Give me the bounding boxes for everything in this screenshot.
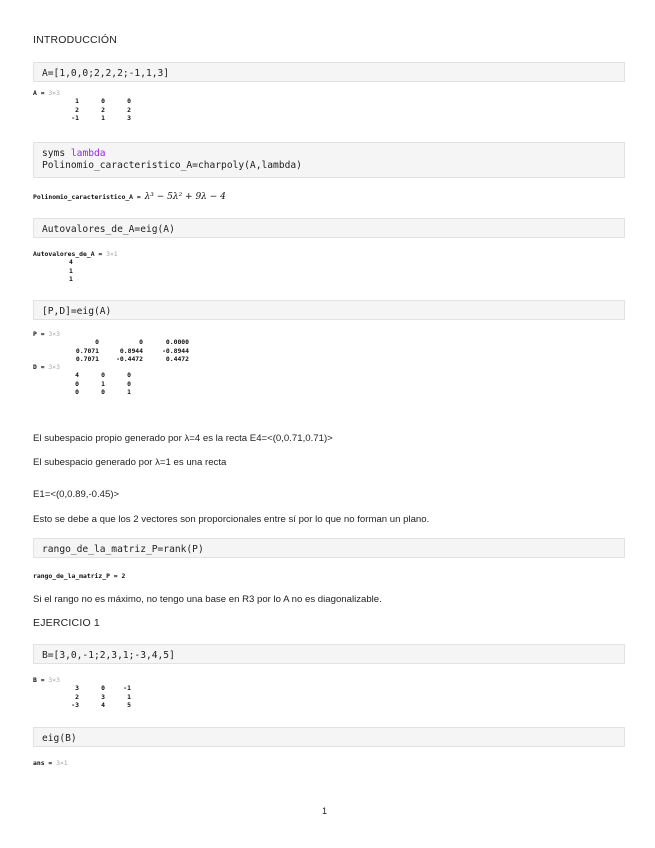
matrix-B [53,684,131,709]
matrix-cell: -0.8944 [162,346,189,355]
code-cell-define-B[interactable]: B=[3,0,-1;2,3,1;-3,4,5] [33,644,625,664]
matrix-cell: 0.4472 [165,354,189,363]
matrix-row [53,347,189,355]
matrix-row [53,388,131,396]
code-cell-charpoly[interactable]: syms lambda Polinomio_caracteristico_A=charpoly(A,lambda) [33,142,625,178]
matrix-cell: 1 [75,97,79,106]
matrix-cell: 1 [101,379,105,388]
output-P-D [33,330,189,396]
size-badge: 3×3 [48,89,60,97]
matrix-cell: 0 [101,371,105,380]
matrix-cell: 0.8944 [119,346,143,355]
size-badge: 3×3 [48,363,60,372]
matrix-cell: 3 [127,113,131,122]
matrix-cell: 2 [127,105,131,114]
matrix-cell: -1 [123,684,131,693]
eigenvalue-item: 1 [69,274,73,283]
matrix-row [53,693,131,701]
matrix-P [53,338,189,363]
matrix-cell: 0 [101,684,105,693]
output-label: P = [33,330,49,338]
matrix-row [53,97,131,105]
matrix-D [53,371,131,396]
eigenvalue-item: 4 [69,258,73,267]
output-A [33,89,131,122]
matrix-cell: 0 [75,388,79,397]
size-badge: 3×3 [48,676,60,684]
matrix-cell: 1 [101,113,105,122]
eigenvalue-item: 1 [69,266,73,275]
size-badge: 3×1 [56,759,68,767]
matrix-cell: -0.4472 [116,354,143,363]
matrix-row [53,338,189,346]
output-B [33,676,131,709]
code-cell-eigenvalues[interactable]: Autovalores_de_A=eig(A) [33,218,625,238]
matrix-row [53,355,189,363]
matrix-row [53,380,131,388]
output-charpoly [33,193,226,201]
matrix-cell: 0 [127,371,131,380]
matrix-cell: 0 [139,338,143,347]
matrix-cell: 4 [101,700,105,709]
matrix-row [53,684,131,692]
matrix-cell: 0 [127,97,131,106]
paragraph-lambda1: El subespacio generado por λ=1 es una recta [33,457,227,468]
exercise1-heading: EJERCICIO 1 [33,617,100,629]
matrix-cell: 0 [75,379,79,388]
matrix-cell: 0 [101,97,105,106]
output-label: ans = [33,759,57,767]
matrix-cell: 0.0000 [165,338,189,347]
page-number: 1 [322,806,328,816]
output-rank: rango_de_la_matriz_P = 2 [33,572,126,580]
matrix-cell: 2 [101,105,105,114]
matrix-row [53,701,131,709]
matrix-cell: 1 [127,692,131,701]
matrix-row [53,106,131,114]
matrix-row [53,114,131,122]
size-badge: 3×3 [48,330,60,338]
matrix-cell: 2 [75,105,79,114]
intro-heading: INTRODUCCIÓN [33,34,118,46]
paragraph-E1: E1=<(0,0.89,-0.45)> [33,489,120,500]
output-ans [33,759,68,767]
paragraph-E4: El subespacio propio generado por λ=4 es la recta E4=<(0,0.71,0.71)> [33,433,333,444]
matrix-cell: -1 [71,113,79,122]
output-label: A = [33,89,49,97]
matrix-cell: 5 [127,700,131,709]
output-label: B = [33,676,49,684]
matrix-cell: -3 [71,700,79,709]
matrix-cell: 2 [75,692,79,701]
code-cell-eig-B[interactable]: eig(B) [33,727,625,747]
output-eigenvalues [33,250,118,283]
matrix-cell: 1 [127,388,131,397]
matrix-cell: 0 [101,388,105,397]
matrix-row [53,371,131,379]
matrix-cell: 0 [127,379,131,388]
matrix-A [53,97,131,122]
size-badge: 3×1 [106,250,118,258]
code-cell-define-A[interactable]: A=[1,0,0;2,2,2;-1,1,3] [33,62,625,82]
paragraph-proportional: Esto se debe a que los 2 vectores son proporcionales entre sí por lo que no forman un plano. [33,514,430,525]
paragraph-rank-conclusion: Si el rango no es máximo, no tengo una base en R3 por lo A no es diagonalizable. [33,594,382,605]
eigenvalue-list [69,258,118,283]
output-label: Polinomio_caracteristico_A = [33,193,145,201]
output-label: D = [33,363,49,372]
matrix-cell: 3 [75,684,79,693]
matrix-cell: 3 [101,692,105,701]
polynomial-expression: λ³ − 5λ² + 9λ − 4 [144,192,226,202]
matrix-cell: 0 [95,338,99,347]
matrix-cell: 0.7071 [75,354,99,363]
matrix-cell: 4 [75,371,79,380]
code-cell-eig-PD[interactable]: [P,D]=eig(A) [33,300,625,320]
code-cell-rank[interactable]: rango_de_la_matriz_P=rank(P) [33,538,625,558]
matrix-cell: 0.7071 [75,346,99,355]
output-label: Autovalores_de_A = [33,250,107,258]
